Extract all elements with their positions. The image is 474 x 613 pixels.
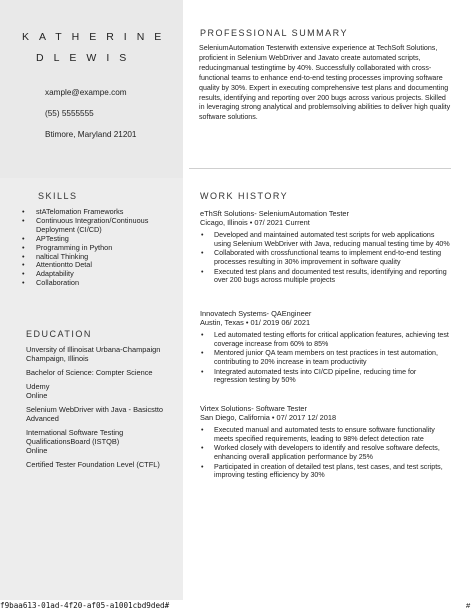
job-bullet: • Worked closely with developers to identify and resolve software defects, enhancing overall application performance by 25% bbox=[200, 444, 450, 461]
education-line: Champaign, Illinois bbox=[26, 354, 89, 363]
document-id: f9baa613-01ad-4f20-af05-a1001cbd9ded# bbox=[0, 601, 170, 610]
first-name: KATHERINE bbox=[22, 31, 172, 43]
job-entry bbox=[200, 405, 450, 481]
education-item bbox=[26, 405, 176, 423]
education-line: Udemy bbox=[26, 382, 50, 391]
skill-item: • stATelomation Frameworks bbox=[22, 208, 177, 217]
education-item bbox=[26, 345, 176, 363]
skill-item: • Collaboration bbox=[22, 279, 177, 288]
job-subheader: San Diego, California • 07/ 2017 12/ 2018 bbox=[200, 412, 337, 422]
summary-title: PROFESSIONAL SUMMARY bbox=[200, 28, 349, 38]
skill-item: • Continuous Integration/Continuous Deployment (CI/CD) bbox=[22, 217, 177, 235]
job-subheader: Cicago, Illinois • 07/ 2021 Current bbox=[200, 217, 310, 227]
job-header: eThSft Solutions- SeleniumAutomation Tester bbox=[200, 209, 349, 218]
job-bullet: • Executed test plans and documented test results, identifying and reporting over 200 bugs across multiple projects bbox=[200, 268, 450, 285]
job-header: Innovatech Systems- QAEngineer bbox=[200, 309, 312, 318]
job-bullet: • Participated in creation of detailed test plans, test cases, and test scripts, improving testing efficiency by 30% bbox=[200, 463, 450, 480]
education-item bbox=[26, 382, 176, 400]
education-line: Online bbox=[26, 446, 48, 455]
footer-hash-mark: # bbox=[466, 601, 471, 610]
last-name: DLEWIS bbox=[36, 52, 137, 64]
job-bullets bbox=[200, 331, 450, 385]
education-line: Certified Tester Foundation Level (CTFL) bbox=[26, 460, 160, 469]
job-bullet: • Collaborated with crossfunctional teams to implement end-to-end testing processes resulting in 30% improvement in software quality bbox=[200, 249, 450, 266]
section-divider bbox=[189, 168, 451, 169]
education-title: EDUCATION bbox=[26, 329, 92, 339]
education-item bbox=[26, 428, 176, 455]
job-bullet: • Mentored junior QA team members on test practices in test automation, contributing to 20% increase in team productivity bbox=[200, 349, 450, 366]
skill-item: • Adaptability bbox=[22, 270, 177, 279]
job-entry bbox=[200, 210, 450, 286]
education-line: Unversity of Illinoisat Urbana-Champaign bbox=[26, 345, 161, 354]
education-line: Selenium WebDriver with Java - Basicstto Advanced bbox=[26, 405, 164, 423]
job-bullet: • Executed manual and automated tests to ensure software functionality meets specified requirements, leading to 98% defect detection rate bbox=[200, 426, 450, 443]
education-list bbox=[26, 345, 176, 474]
job-entry bbox=[200, 310, 450, 386]
education-item bbox=[26, 368, 176, 377]
education-line: International Software Testing QualificationsBoard (ISTQB) bbox=[26, 428, 124, 446]
skill-item: • Programming in Python bbox=[22, 244, 177, 253]
work-title: WORK HISTORY bbox=[200, 191, 289, 201]
skills-title: SKILLS bbox=[38, 191, 78, 201]
skill-item: • APTesting bbox=[22, 235, 177, 244]
job-bullets bbox=[200, 426, 450, 480]
contact-email[interactable]: xample@exampe.com bbox=[45, 88, 127, 97]
education-item bbox=[26, 460, 176, 469]
skills-list bbox=[22, 208, 177, 288]
job-bullet: • Led automated testing efforts for critical application features, achieving test coverage increase from 60% to 85% bbox=[200, 331, 450, 348]
job-header: Virtex Solutions- Software Tester bbox=[200, 404, 307, 413]
job-subheader: Austin, Texas • 01/ 2019 06/ 2021 bbox=[200, 317, 311, 327]
skill-item: • naltical Thinking bbox=[22, 253, 177, 262]
summary-text: SeleniumAutomation Testerwith extensive experience at TechSoft Solutions, proficient in Selenium WebDriver and Javato create automated scripts, reducingmanual testingtime by 40%. Successfully collaborated with cross-functional teams to enhance end-to-end testing processes improving software quality by 30%. Expert in executing comprehensive test plans and documenting results, identifying and reporting over 200 bugs across various projects. Skilled in leveraging strong analytical and problemsolving abilities to deliver high quality software solutions. bbox=[199, 44, 451, 122]
job-bullet: • Integrated automated tests into CI/CD pipeline, reducing time for regression testing by 50% bbox=[200, 368, 450, 385]
education-line: Bachelor of Science: Compter Science bbox=[26, 368, 153, 377]
job-bullets bbox=[200, 231, 450, 285]
skill-item: • Attentiontto Detal bbox=[22, 261, 177, 270]
job-bullet: • Developed and maintained automated test scripts for web applications using Selenium WebDriver with Java, reducing manual testing time by 40% bbox=[200, 231, 450, 248]
contact-address: Btimore, Maryland 21201 bbox=[45, 130, 137, 139]
education-line: Online bbox=[26, 391, 48, 400]
contact-phone: (55) 5555555 bbox=[45, 109, 94, 118]
